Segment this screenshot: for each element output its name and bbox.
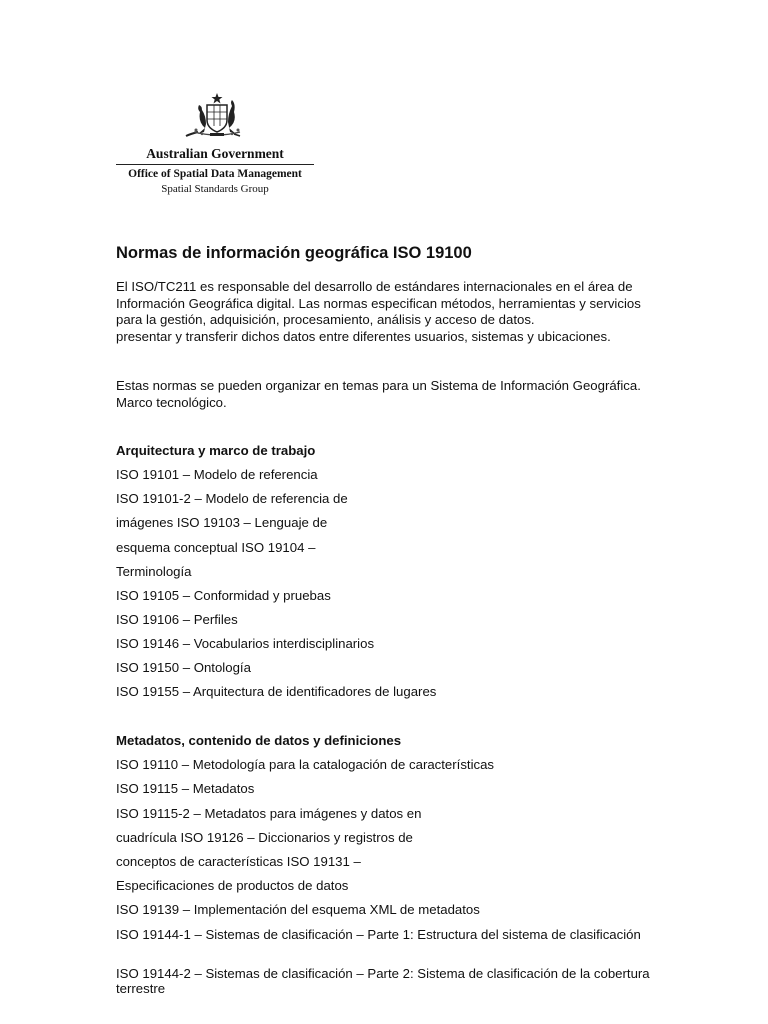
list-item: ISO 19106 – Perfiles <box>116 612 238 627</box>
list-item: ISO 19115 – Metadatos <box>116 781 255 796</box>
list-item: ISO 19155 – Arquitectura de identificadores de lugares <box>116 684 437 699</box>
organize-text: Estas normas se pueden organizar en temas para un Sistema de Información Geográfica. <box>116 378 641 393</box>
list-item: ISO 19101 – Modelo de referencia <box>116 467 318 482</box>
logo-divider <box>116 164 314 165</box>
list-item: ISO 19144-1 – Sistemas de clasificación – Parte 1: Estructura del sistema de clasificación <box>116 927 641 942</box>
logo-government-name: Australian Government <box>146 146 284 161</box>
list-item: ISO 19139 – Implementación del esquema XML de metadatos <box>116 902 480 917</box>
list-item: Terminología <box>116 564 192 579</box>
list-item: ISO 19110 – Metodología para la catalogación de características <box>116 757 495 772</box>
logo-office-name: Office of Spatial Data Management <box>128 168 302 180</box>
section-heading-architecture: Arquitectura y marco de trabajo <box>116 443 316 458</box>
coat-of-arms-icon <box>180 92 254 138</box>
australian-government-logo <box>116 92 314 198</box>
list-item: cuadrícula ISO 19126 – Diccionarios y registros de <box>116 830 413 845</box>
page-title: Normas de información geográfica ISO 19100 <box>116 244 472 262</box>
list-item: Especificaciones de productos de datos <box>116 878 349 893</box>
list-item: conceptos de características ISO 19131 – <box>116 854 361 869</box>
list-item: ISO 19115-2 – Metadatos para imágenes y datos en <box>116 806 422 821</box>
intro-text-continued: presentar y transferir dichos datos entre diferentes usuarios, sistemas y ubicaciones. <box>116 328 611 344</box>
intro-paragraph <box>116 279 656 345</box>
organize-subtext: Marco tecnológico. <box>116 394 227 410</box>
organize-paragraph <box>116 378 656 411</box>
intro-text: El ISO/TC211 es responsable del desarrollo de estándares internacionales en el área de Información Geográfica digital. Las normas especifican métodos, herramientas y servicios para la gestión, adquisición, procesamiento, análisis y acceso de datos. <box>116 279 641 327</box>
list-item: ISO 19101-2 – Modelo de referencia de <box>116 491 348 506</box>
list-item: imágenes ISO 19103 – Lenguaje de <box>116 515 328 530</box>
section-heading-metadata: Metadatos, contenido de datos y definiciones <box>116 733 402 748</box>
list-item: ISO 19146 – Vocabularios interdisciplinarios <box>116 636 375 651</box>
logo-group-name: Spatial Standards Group <box>161 183 269 195</box>
list-item: esquema conceptual ISO 19104 – <box>116 540 316 555</box>
list-item: ISO 19150 – Ontología <box>116 660 251 675</box>
list-item: ISO 19105 – Conformidad y pruebas <box>116 588 331 603</box>
list-item: ISO 19144-2 – Sistemas de clasificación – Parte 2: Sistema de clasificación de la cobertura terrestre <box>116 966 650 996</box>
